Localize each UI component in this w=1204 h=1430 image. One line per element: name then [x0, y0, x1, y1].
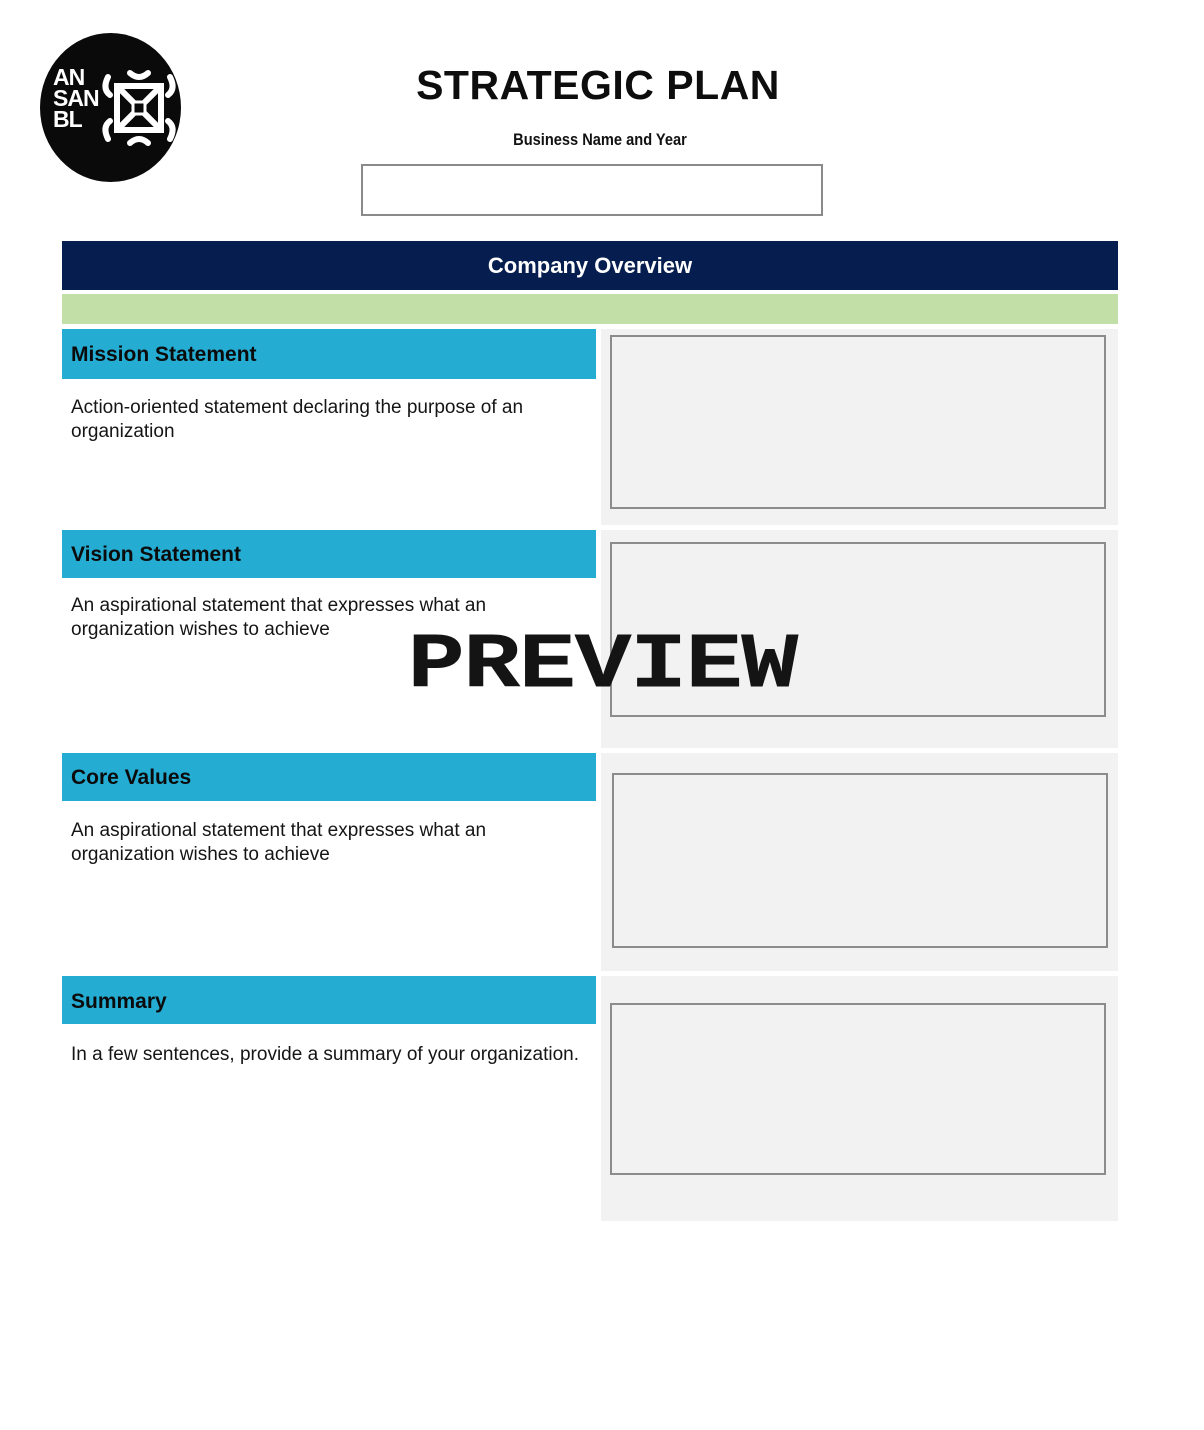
core-values-panel [601, 753, 1118, 971]
core-values-heading: Core Values [62, 753, 596, 801]
mission-statement-field[interactable] [610, 335, 1106, 509]
logo-wordmark [53, 64, 99, 132]
preview-watermark: PREVIEW [407, 620, 797, 711]
logo [40, 33, 181, 182]
vision-statement-description: An aspirational statement that expresses what an organization wishes to achieve [71, 595, 487, 640]
summary-field[interactable] [610, 1003, 1106, 1175]
core-values-description: An aspirational statement that expresses what an organization wishes to achieve [71, 820, 487, 865]
page-title: STRATEGIC PLAN [416, 62, 780, 108]
summary-description: In a few sentences, provide a summary of your organization. [71, 1044, 579, 1065]
summary-panel [601, 976, 1118, 1221]
logo-text-line: AN [53, 64, 85, 90]
core-values-field[interactable] [612, 773, 1108, 948]
business-name-field[interactable] [361, 164, 823, 216]
ansanbl-knot-icon [100, 69, 178, 147]
mission-statement-heading: Mission Statement [62, 329, 596, 379]
vision-statement-heading: Vision Statement [62, 530, 596, 578]
overview-divider-bar [62, 294, 1118, 324]
logo-text-line: SAN [53, 85, 99, 111]
mission-statement-description: Action-oriented statement declaring the purpose of an organization [71, 397, 524, 442]
business-name-label: Business Name and Year [513, 130, 687, 149]
mission-statement-panel [601, 329, 1118, 525]
company-overview-header: Company Overview [62, 241, 1118, 290]
logo-text-line: BL [53, 106, 82, 132]
summary-heading: Summary [62, 976, 596, 1024]
